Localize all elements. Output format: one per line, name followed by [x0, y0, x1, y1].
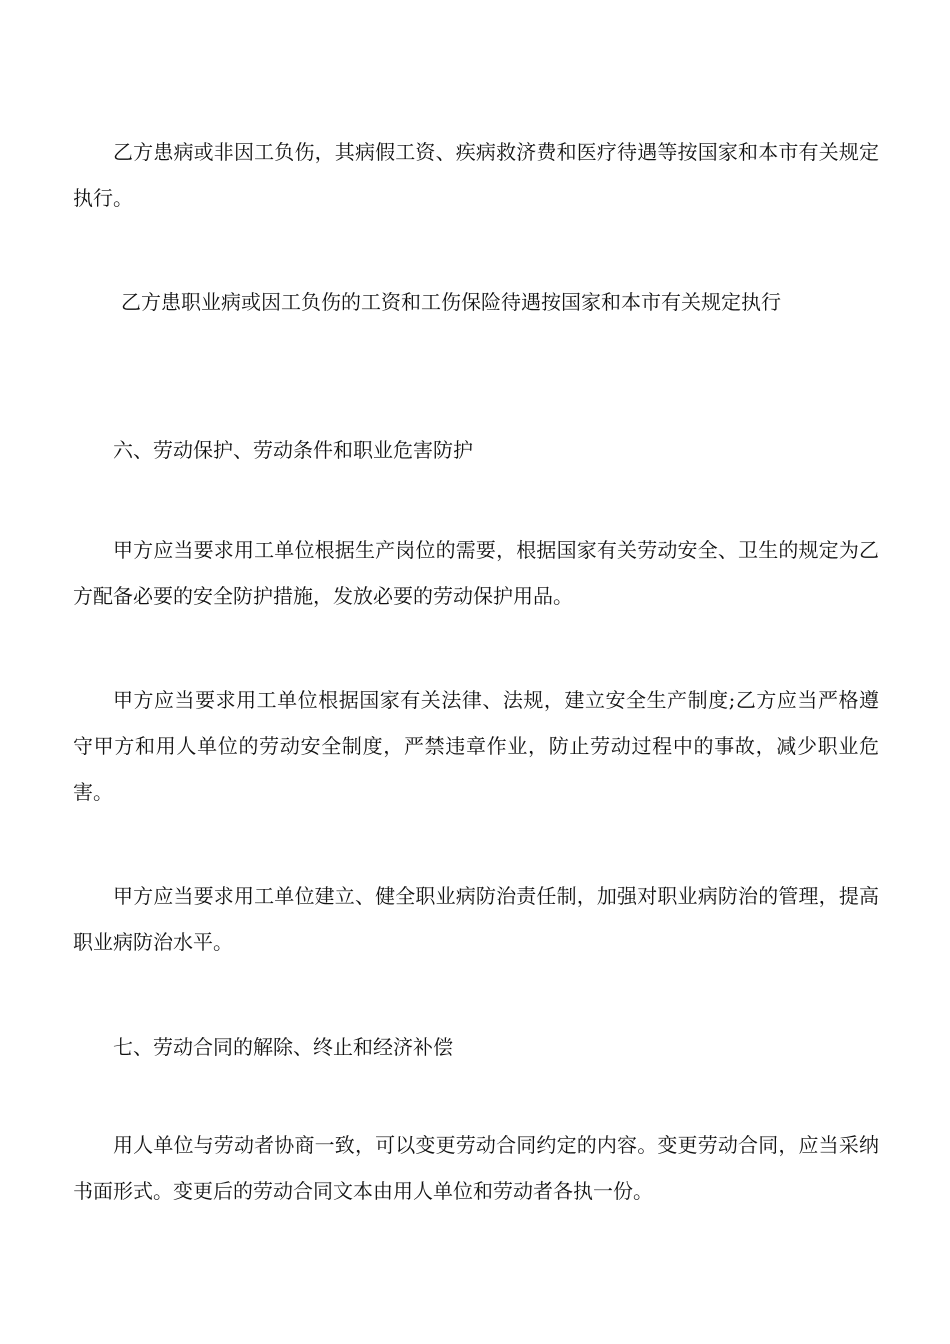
section-heading-six: 六、劳动保护、劳动条件和职业危害防护 — [113, 438, 473, 462]
paragraph-contract-change: 用人单位与劳动者协商一致，可以变更劳动合同约定的内容。变更劳动合同，应当采纳书面形式。变更后的劳动合同文本由用人单位和劳动者各执一份。 — [73, 1133, 879, 1203]
paragraph-protective-equipment: 甲方应当要求用工单位根据生产岗位的需要，根据国家有关劳动安全、卫生的规定为乙方配备必要的安全防护措施，发放必要的劳动保护用品。 — [73, 538, 879, 608]
paragraph-occupational-injury: 乙方患职业病或因工负伤的工资和工伤保险待遇按国家和本市有关规定执行 — [121, 290, 781, 314]
paragraph-sick-leave: 乙方患病或非因工负伤，其病假工资、疾病救济费和医疗待遇等按国家和本市有关规定执行。 — [73, 140, 879, 210]
section-heading-seven: 七、劳动合同的解除、终止和经济补偿 — [113, 1035, 453, 1059]
paragraph-safety-rules: 甲方应当要求用工单位根据国家有关法律、法规，建立安全生产制度;乙方应当严格遵守甲方和用人单位的劳动安全制度，严禁违章作业，防止劳动过程中的事故，减少职业危害。 — [73, 688, 879, 804]
paragraph-occupational-disease: 甲方应当要求用工单位建立、健全职业病防治责任制，加强对职业病防治的管理，提高职业病防治水平。 — [73, 884, 879, 954]
